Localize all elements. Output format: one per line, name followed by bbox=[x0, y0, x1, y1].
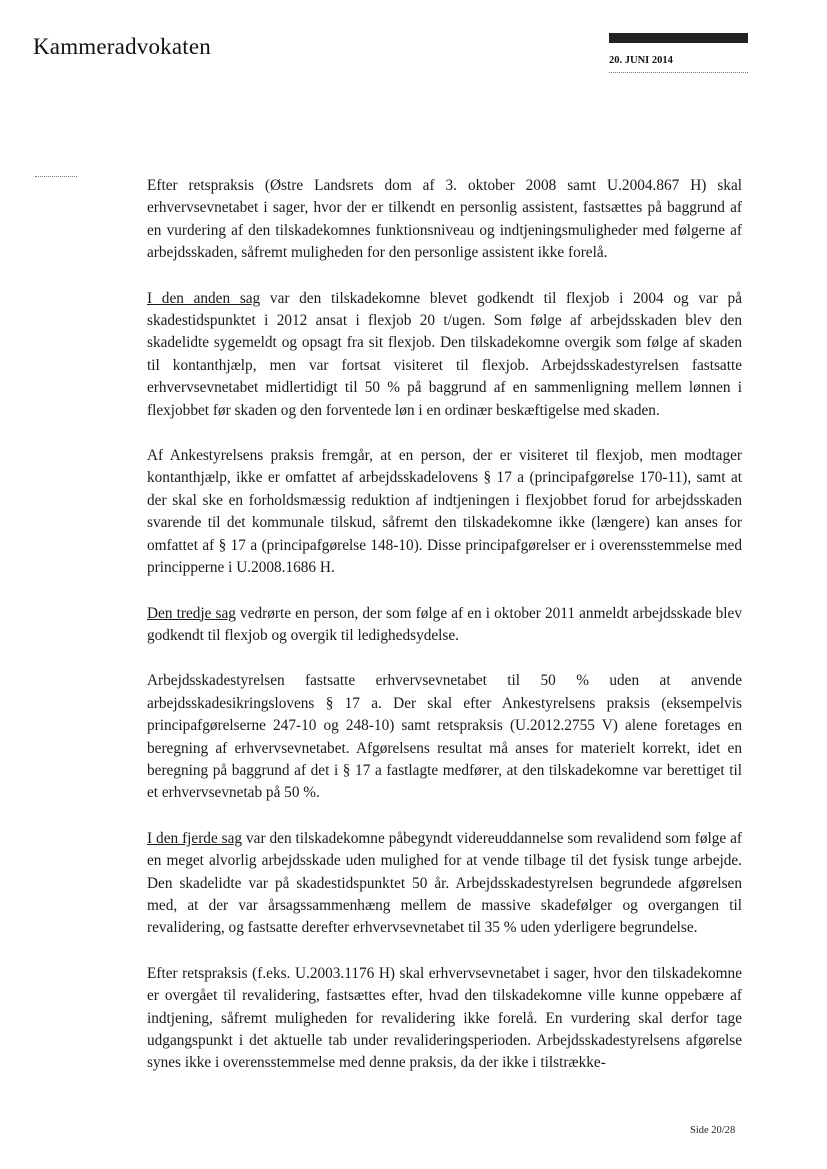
paragraph bbox=[147, 175, 742, 265]
paragraph-text: Arbejdsskadestyrelsen fastsatte erhvervsevnetabet til 50 % uden at anvende arbejdsskadesikringslovens § 17 a. Der skal efter Ankestyrelsens praksis (eksempelvis principafgørelserne 247-10 og 248-10) samt retspraksis (U.2012.2755 V) alene foretages en beregning af erhvervsevnetabet. Afgørelsens resultat må anses for materielt korrekt, idet en beregning på baggrund af det i § 17 a fastlagte medfører, at den tilskadekomne var berettiget til et erhvervsevnetab på 50 %. bbox=[147, 672, 742, 802]
paragraph-text: Efter retspraksis (f.eks. U.2003.1176 H) skal erhvervsevnetabet i sager, hvor den tilskadekomne er overgået til revalidering, fastsættes efter, hvad den tilskadekomne ville kunne oppebære af indtjening, såfremt muligheden for revalidering ikke forelå. En vurdering skal derfor tage udgangspunkt i det aktuelle tab under revalideringsperioden. Arbejdsskadestyrelsens afgørelse synes ikke i overensstemmelse med denne praksis, da der ikke i tilstrække- bbox=[147, 964, 742, 1072]
paragraph bbox=[147, 670, 742, 804]
margin-marker bbox=[35, 176, 77, 177]
paragraph-lead: I den fjerde sag bbox=[147, 829, 243, 847]
paragraph-text: Af Ankestyrelsens praksis fremgår, at en person, der er visiteret til flexjob, men modtager kontanthjælp, ikke er omfattet af arbejdsskadelovens § 17 a (principafgørelse 170-11), samt at der skal ske en forholdsmæssig reduktion af indtjeningen i flexjobbet forud for arbejdsskaden svarende til det kommunale tilskud, såfremt den tilskadekomne ikke (længere) kan anses for omfattet af § 17 a (principafgørelse 148-10). Disse principafgørelser er i overensstemmelse med principperne i U.2008.1686 H. bbox=[147, 447, 742, 577]
paragraph-text: vedrørte en person, der som følge af en i oktober 2011 anmeldt arbejdsskade blev godkendt til flexjob og overgik til ledighedsydelse. bbox=[147, 604, 742, 644]
paragraph-text: Efter retspraksis (Østre Landsrets dom af 3. oktober 2008 samt U.2004.867 H) skal erhvervsevnetabet i sager, hvor der er tilkendt en personlig assistent, fastsættes på baggrund af en vurdering af den tilskadekomnes funktionsniveau og indtjeningsmuligheder med følgerne af arbejdsskaden, såfremt muligheden for den personlige assistent ikke forelå. bbox=[147, 177, 742, 262]
paragraph-text: var den tilskadekomne blevet godkendt til flexjob i 2004 og var på skadestidspunktet i 2012 ansat i flexjob 20 t/ugen. Som følge af arbejdsskaden blev den skadelidte sygemeldt og opsagt fra sit flexjob. Den tilskadekomne overgik som følge af skaden til kontanthjælp, men var fortsat visiteret til flexjob. Arbejdsskadestyrelsen fastsatte erhvervsevnetabet midlertidigt til 50 % på baggrund af en sammenligning mellem lønnen i flexjobbet før skaden og den forventede løn i en ordinær beskæftigelse med skaden. bbox=[147, 289, 742, 419]
paragraph bbox=[147, 828, 742, 940]
paragraph bbox=[147, 963, 742, 1075]
header-date: 20. JUNI 2014 bbox=[609, 55, 673, 66]
paragraph-text: var den tilskadekomne påbegyndt videreuddannelse som revalidend som følge af en meget alvorlig arbejdsskade uden mulighed for at vende tilbage til det fysisk tunge arbejde. Den skadelidte var på skadestidspunktet 50 år. Arbejdsskadestyrelsen begrundede afgørelsen med, at der var årsagssammenhæng mellem de massive skadefølger og overgangen til revalidering, og fastsatte derefter erhvervsevnetabet til 35 % uden yderligere begrundelse. bbox=[147, 829, 742, 937]
header-divider bbox=[609, 72, 748, 73]
paragraph bbox=[147, 288, 742, 422]
paragraph-lead: I den anden sag bbox=[147, 289, 261, 307]
paragraph-lead: Den tredje sag bbox=[147, 604, 236, 622]
document-body bbox=[147, 175, 742, 1098]
logo: Kammeradvokaten bbox=[33, 34, 211, 59]
paragraph bbox=[147, 603, 742, 648]
paragraph bbox=[147, 445, 742, 579]
page-number: Side 20/28 bbox=[690, 1125, 736, 1136]
header-bar bbox=[609, 33, 748, 43]
